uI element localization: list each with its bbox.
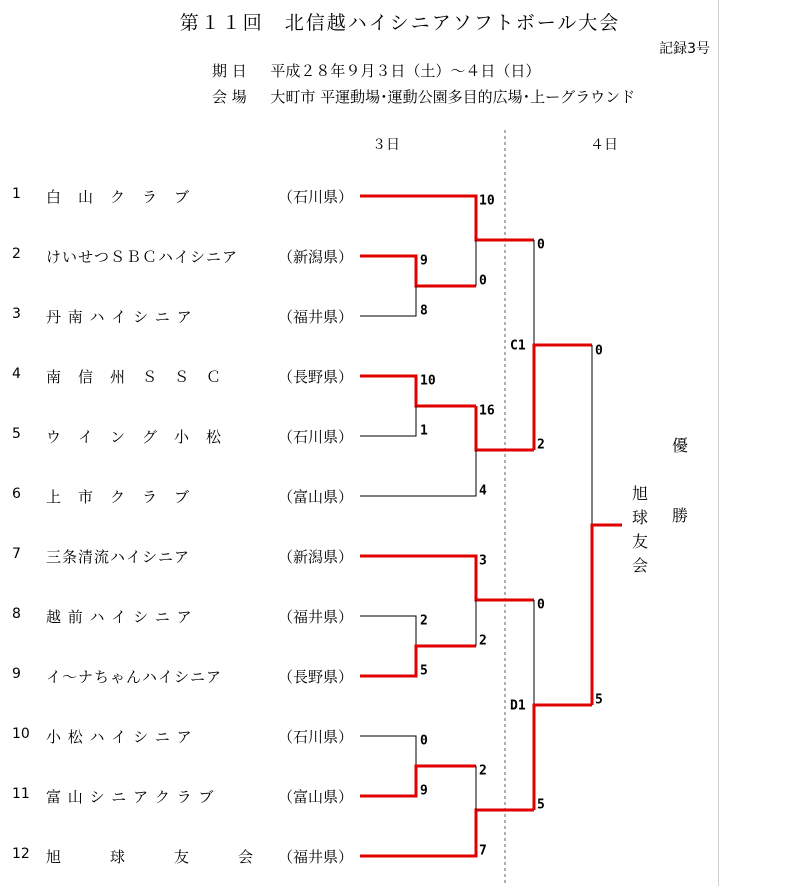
champion-label-char: 勝 (671, 506, 688, 525)
team-number: 4 (12, 366, 21, 382)
team-number: 1 (12, 186, 21, 202)
game-label: D1 (510, 698, 526, 714)
bracket-line (360, 450, 476, 496)
record-number: 記録3号 (659, 41, 710, 57)
bracket-line-winner (592, 525, 622, 705)
score: 8 (420, 303, 428, 319)
team-number: 6 (12, 486, 21, 502)
bracket-line-winner (360, 766, 476, 796)
score: 0 (479, 273, 487, 289)
score: 7 (479, 843, 487, 859)
team-name: 三条清流ハイシニア (46, 548, 191, 566)
score: 0 (595, 343, 603, 359)
team-name: 南 信 州 Ｓ Ｓ Ｃ (46, 368, 223, 386)
team-name: 白 山 ク ラ ブ (46, 188, 191, 206)
venue-value: 大町市 平運動場･運動公園多目的広場･上ーグラウンド (270, 88, 636, 106)
team-prefecture: （長野県） (278, 368, 354, 386)
bracket-line (360, 286, 416, 316)
team-name: 旭 球 友 会 (46, 848, 255, 866)
team-prefecture: （長野県） (278, 668, 354, 686)
team-prefecture: （福井県） (278, 608, 354, 626)
team-name: 富 山 シ ニ ア ク ラ ブ (46, 788, 215, 806)
team-prefecture: （富山県） (278, 788, 354, 806)
team-number: 7 (12, 546, 21, 562)
team-prefecture: （富山県） (278, 488, 354, 506)
score: 9 (420, 253, 428, 269)
score: 2 (479, 633, 487, 649)
team-name: けいせつＳＢＣハイシニア (46, 248, 239, 266)
score: 5 (420, 663, 428, 679)
team-name: 小 松 ハ イ シ ニ ア (46, 728, 193, 746)
score: 2 (479, 763, 487, 779)
champion-team-char: 会 (631, 556, 648, 575)
bracket-line-winner (534, 705, 592, 810)
bracket-line-winner (360, 810, 534, 856)
score: 5 (595, 692, 603, 708)
game-label: C1 (510, 338, 526, 354)
team-prefecture: （福井県） (278, 848, 354, 866)
day-label-2: ４日 (590, 137, 618, 153)
score: 0 (537, 237, 545, 253)
champion-label-char: 優 (671, 436, 688, 455)
bracket-line-winner (360, 193, 534, 240)
team-number: 2 (12, 246, 21, 262)
venue-label: 会 場 (212, 88, 247, 106)
champion-label (670, 504, 690, 528)
bracket-line (360, 616, 416, 646)
team-prefecture: （新潟県） (278, 548, 354, 566)
team-name: ウ イ ン グ 小 松 (46, 428, 223, 446)
bracket-line (360, 736, 416, 766)
score: 0 (537, 597, 545, 613)
team-number: 12 (12, 846, 30, 862)
team-number: 10 (12, 726, 30, 742)
score: 10 (479, 193, 495, 209)
bracket-line (360, 406, 416, 436)
champion-team (630, 482, 650, 578)
score: 3 (479, 553, 487, 569)
team-number: 9 (12, 666, 21, 682)
bracket-line-winner (360, 253, 476, 286)
champion-team-char: 旭 (631, 484, 648, 503)
day-label-1: ３日 (372, 137, 400, 153)
champion-team-char: 球 (631, 508, 648, 527)
score: 2 (537, 437, 545, 453)
team-prefecture: （石川県） (278, 188, 354, 206)
team-name: 上 市 ク ラ ブ (46, 488, 191, 506)
score: 10 (420, 373, 436, 389)
bracket-line-winner (534, 345, 592, 450)
bracket-line-winner (360, 373, 476, 406)
period-label: 期 日 (212, 62, 247, 80)
champion-label (670, 434, 690, 458)
score: 16 (479, 403, 495, 419)
page-title: 第１１回 北信越ハイシニアソフトボール大会 (179, 12, 621, 34)
team-prefecture: （福井県） (278, 308, 354, 326)
score: 9 (420, 783, 428, 799)
team-name: 越 前 ハ イ シ ニ ア (46, 608, 193, 626)
team-number: 5 (12, 426, 21, 442)
period-value: 平成２８年９月３日（土）～４日（日） (270, 62, 541, 80)
team-name: 丹 南 ハ イ シ ニ ア (46, 308, 193, 326)
bracket-line-winner (360, 646, 476, 676)
team-prefecture: （石川県） (278, 728, 354, 746)
team-number: 11 (12, 786, 30, 802)
score: 2 (420, 613, 428, 629)
team-number: 8 (12, 606, 21, 622)
score: 5 (537, 797, 545, 813)
bracket-line-winner (360, 553, 534, 600)
score: 0 (420, 733, 428, 749)
team-number: 3 (12, 306, 21, 322)
team-name: イ～ナちゃんハイシニア (46, 668, 223, 686)
team-prefecture: （石川県） (278, 428, 354, 446)
score: 4 (479, 483, 487, 499)
score: 1 (420, 423, 428, 439)
champion-team-char: 友 (631, 532, 648, 551)
team-prefecture: （新潟県） (278, 248, 354, 266)
